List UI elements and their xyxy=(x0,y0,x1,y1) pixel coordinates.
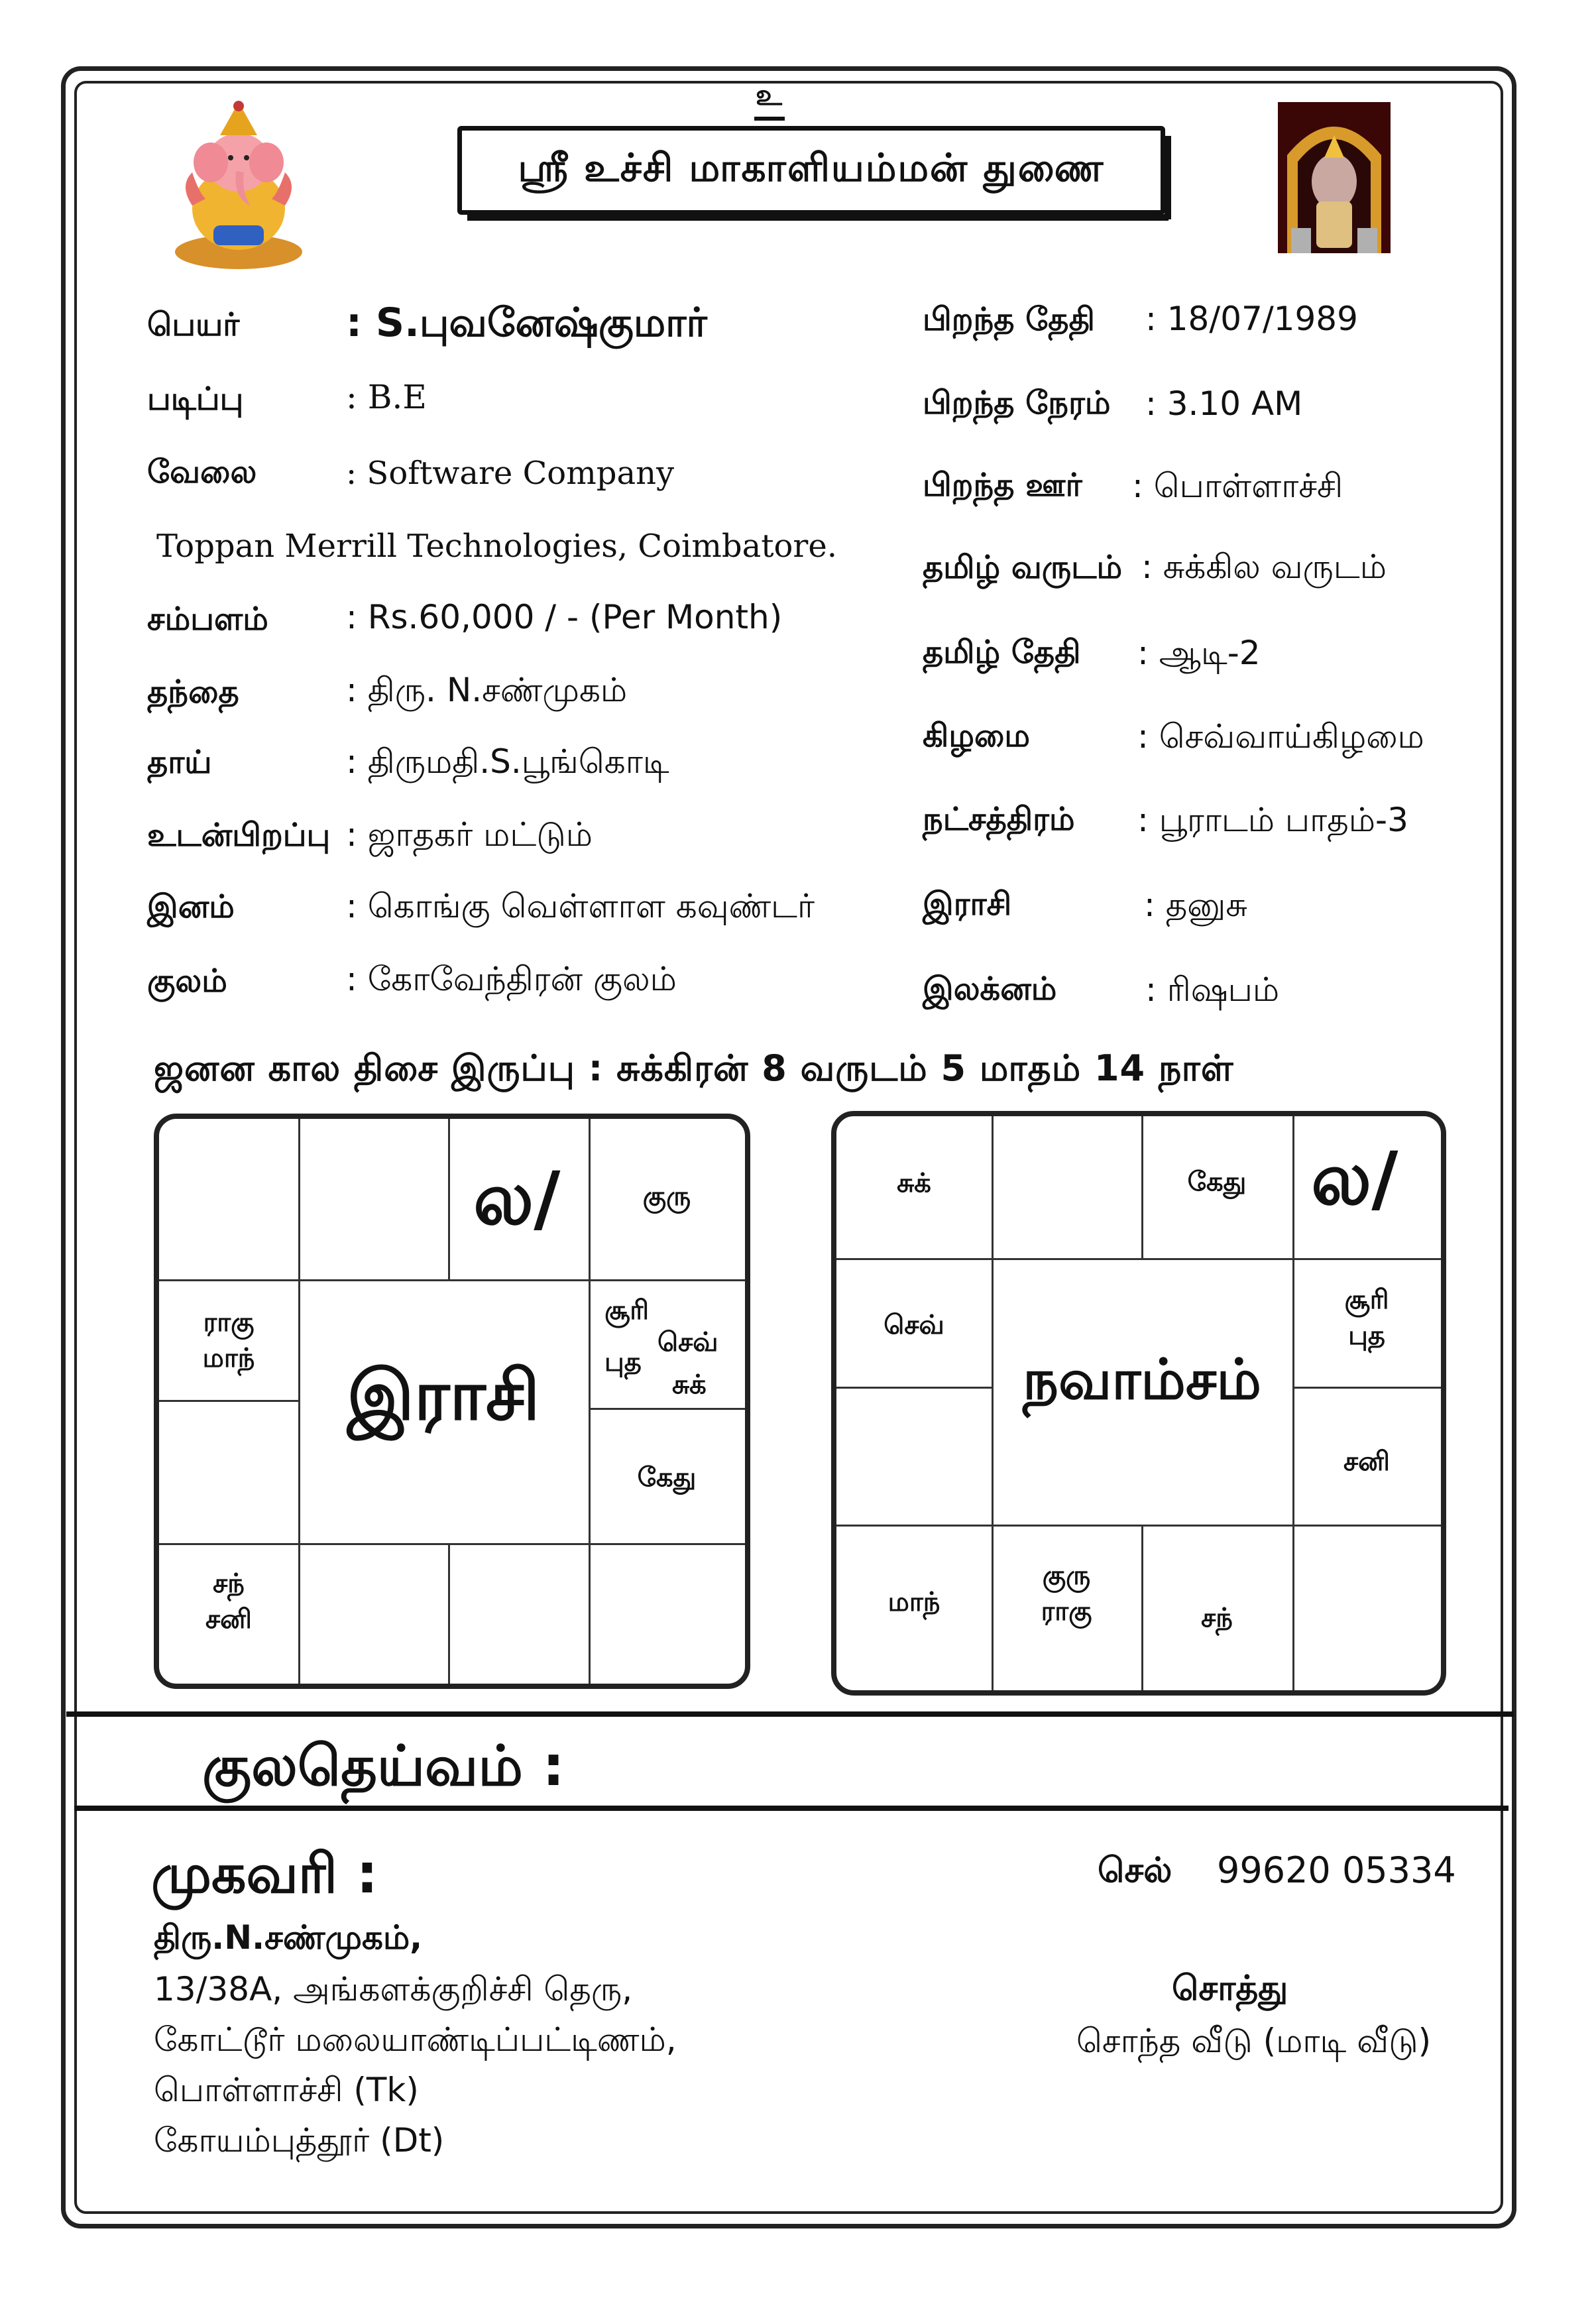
navamsa-title: நவாம்சம் xyxy=(1023,1347,1261,1412)
address-line-5: கோயம்புத்தூர் (Dt) xyxy=(154,2121,445,2160)
value-star: : பூராடம் பாதம்-3 xyxy=(1137,801,1408,839)
label-job: வேலை xyxy=(147,453,257,491)
title-box xyxy=(457,126,1165,215)
navamsa-chart xyxy=(831,1111,1446,1696)
rasi-cell-right-1d: சுக் xyxy=(672,1369,707,1400)
rasi-cell-right-2: கேது xyxy=(637,1462,697,1493)
value-mother: : திருமதி.S.பூங்கொடி xyxy=(346,742,669,781)
value-weekday: : செவ்வாய்கிழமை xyxy=(1137,717,1424,756)
navamsa-cell-left-1: செவ் xyxy=(883,1310,944,1340)
top-mark-underline xyxy=(754,117,785,121)
label-tamil-year: தமிழ் வருடம் xyxy=(923,549,1123,586)
dasa-balance: ஜனன கால திசை இருப்பு : சுக்கிரன் 8 வருடம் 5 மாதம் 14 நாள் xyxy=(154,1047,1234,1089)
label-caste: இனம் xyxy=(147,888,235,925)
rasi-lagna-mark: ல/ xyxy=(473,1156,561,1241)
navamsa-cell-top-3: கேது xyxy=(1187,1167,1247,1197)
label-lagnam: இலக்னம் xyxy=(923,970,1057,1008)
label-birth-date: பிறந்த தேதி xyxy=(923,301,1095,338)
value-birth-time: : 3.10 AM xyxy=(1145,384,1303,423)
address-heading: முகவரி : xyxy=(151,1843,378,1906)
label-rasi: இராசி xyxy=(923,886,1012,923)
label-birth-place: பிறந்த ஊர் xyxy=(923,467,1082,504)
rasi-cell-right-1c: புத xyxy=(604,1347,642,1377)
rasi-chart xyxy=(154,1114,750,1689)
value-salary: : Rs.60,000 / - (Per Month) xyxy=(346,598,783,636)
value-kulam: : கோவேந்திரன் குலம் xyxy=(346,960,677,998)
label-education: படிப்பு xyxy=(147,380,244,418)
value-caste: : கொங்கு வெள்ளாள கவுண்டர் xyxy=(346,887,815,925)
cell-label: செல் xyxy=(1098,1851,1172,1890)
band-bottom-line xyxy=(74,1806,1509,1811)
value-job: : Software Company xyxy=(346,455,675,492)
value-birth-place: : பொள்ளாச்சி xyxy=(1132,467,1343,505)
rasi-cell-left-1: ராகு மாந் xyxy=(202,1307,255,1373)
value-rasi: : தனுசு xyxy=(1144,886,1247,924)
label-name: பெயர் xyxy=(147,306,240,343)
navamsa-cell-bottom-1: மாந் xyxy=(887,1587,940,1617)
address-line-1: திரு.N.சண்முகம், xyxy=(154,1918,423,1957)
value-tamil-date: : ஆடி-2 xyxy=(1137,634,1261,672)
navamsa-cell-right-1: சூரி புத xyxy=(1344,1285,1389,1351)
value-birth-date: : 18/07/1989 xyxy=(1145,300,1358,338)
navamsa-cell-top-1: சுக் xyxy=(897,1168,931,1198)
address-line-3: கோட்டூர் மலையாண்டிப்பட்டிணம், xyxy=(154,2020,677,2059)
navamsa-cell-right-2: சனி xyxy=(1343,1446,1390,1477)
value-siblings: : ஜாதகர் மட்டும் xyxy=(346,815,593,854)
value-education: : B.E xyxy=(346,378,427,416)
rasi-title: இராசி xyxy=(347,1355,540,1436)
label-kulam: குலம் xyxy=(147,962,227,1000)
rasi-cell-right-1a: சூரி xyxy=(604,1295,650,1326)
label-mother: தாய் xyxy=(147,744,212,781)
navamsa-cell-bottom-3: சந் xyxy=(1201,1603,1233,1633)
navamsa-cell-bottom-2: குரு ராகு xyxy=(1041,1560,1092,1627)
address-line-4: பொள்ளாச்சி (Tk) xyxy=(154,2071,419,2109)
label-birth-time: பிறந்த நேரம் xyxy=(923,384,1111,422)
label-father: தந்தை xyxy=(147,673,239,711)
value-tamil-year: : சுக்கில வருடம் xyxy=(1141,548,1387,586)
label-weekday: கிழமை xyxy=(923,717,1030,754)
value-lagnam: : ரிஷபம் xyxy=(1145,970,1280,1009)
property-value: சொந்த வீடு (மாடி வீடு) xyxy=(1076,2022,1432,2060)
rasi-cell-top-4: குரு xyxy=(642,1181,691,1212)
label-star: நட்சத்திரம் xyxy=(923,801,1075,838)
rasi-cell-bottom-1: சந் சனி xyxy=(205,1568,252,1635)
navamsa-lagna-mark: ல/ xyxy=(1311,1136,1398,1221)
kuladeivam-label: குலதெய்வம் : xyxy=(202,1733,565,1798)
title-text: ஸ்ரீ உச்சி மாகாளியம்மன் துணை xyxy=(518,145,1105,190)
label-tamil-date: தமிழ் தேதி xyxy=(923,634,1081,671)
pillaiyar-suli: உ xyxy=(756,78,782,112)
rasi-cell-right-1b: செவ் xyxy=(657,1327,718,1358)
value-name: : S.புவனேஷ்குமார் xyxy=(346,300,707,346)
murugan-image xyxy=(1278,102,1391,253)
value-father: : திரு. N.சண்முகம் xyxy=(346,671,628,709)
label-salary: சம்பளம் xyxy=(147,601,268,638)
ganesha-image xyxy=(172,93,305,270)
value-company: Toppan Merrill Technologies, Coimbatore. xyxy=(156,528,838,565)
property-label: சொத்து xyxy=(1172,1969,1288,2008)
cell-number: 99620 05334 xyxy=(1217,1849,1456,1891)
address-line-2: 13/38A, அங்களக்குறிச்சி தெரு, xyxy=(154,1970,633,2008)
band-top-line xyxy=(66,1711,1514,1717)
label-siblings: உடன்பிறப்பு xyxy=(147,817,331,854)
